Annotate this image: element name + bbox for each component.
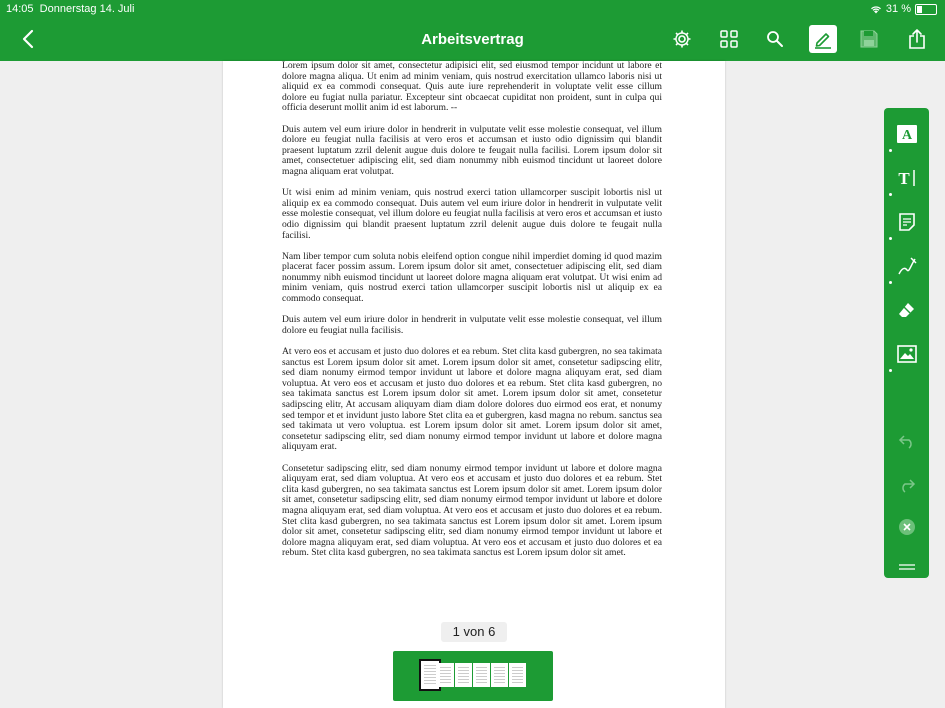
document-paragraph: Duis autem vel eum iriure dolor in hendrerit in vulputate velit esse molestie consequat, vel illum dolore eu feugiat nulla facilisis. <box>282 314 662 336</box>
settings-button[interactable] <box>670 27 694 51</box>
document-paragraph: Duis autem vel eum iriure dolor in hendrerit in vulputate velit esse molestie consequat, vel illum dolore eu feugiat nulla facilisis at vero eros et accumsan et iusto odio dignissim qui blandit praesent luptatum zzril delenit augue duis dolore te feugait nulla facilisi. Lorem ipsum dolor sit amet, consectetuer adipiscing elit, sed diam nonummy nibh euismod tincidunt ut laoreet dolore magna aliquam erat volutpat. <box>282 123 662 177</box>
thumbnail-preview <box>440 667 451 683</box>
status-indicators <box>870 3 937 15</box>
text-cursor-icon <box>896 168 918 188</box>
redo-button[interactable] <box>894 472 920 498</box>
save-button[interactable] <box>857 27 881 51</box>
thumbnail-preview <box>476 667 487 683</box>
page-thumbnail-strip[interactable] <box>393 651 553 701</box>
close-palette-button[interactable] <box>894 514 920 540</box>
page-thumbnail[interactable] <box>509 663 526 687</box>
pen-tool[interactable] <box>894 253 920 279</box>
chevron-left-icon <box>21 29 35 49</box>
status-time: 14:05 <box>6 3 34 15</box>
note-icon <box>897 212 917 232</box>
page-thumbnail[interactable] <box>473 663 490 687</box>
document-paragraph: Consetetur sadipscing elitr, sed diam nonumy eirmod tempor invidunt ut labore et dolore magna aliquyam erat, sed diam voluptua. At vero eos et accusam et justo duo dolores et ea rebum. Stet clita kasd gubergren, no sea takimata sanctus est Lorem ipsum dolor sit amet. Lorem ipsum dolor sit amet, consetetur sadipscing elitr, sed diam nonumy eirmod tempor invidunt ut labore et dolore magna aliquyam erat, sed diam voluptua. At vero eos et accusam et justo duo dolores et ea rebum. Stet clita kasd gubergren, no sea takimata sanctus est Lorem ipsum dolor sit amet. Lorem ipsum dolor sit amet, consetetur sadipscing elitr, sed diam nonumy eirmod tempor invidunt ut labore et dolore magna aliquyam erat, sed diam voluptua. At vero eos et accusam et justo duo dolores et ea rebum. Stet clita kasd gubergren, no sea takimata sanctus est Lorem ipsum dolor sit amet. <box>282 462 662 559</box>
annotate-pen-icon <box>813 29 833 49</box>
page-thumbnail[interactable] <box>437 663 454 687</box>
grid-icon <box>720 30 738 48</box>
undo-icon <box>898 433 916 449</box>
palette-drag-handle[interactable] <box>894 554 920 580</box>
annotate-button[interactable] <box>809 25 837 53</box>
page-indicator: 1 von 6 <box>441 622 507 642</box>
document-paragraph: Nam liber tempor cum soluta nobis eleifend option congue nihil imperdiet doming id quod mazim placerat facer possim assum. Lorem ipsum dolor sit amet, consectetuer adipiscing elit, sed diam nonummy nibh euismod tincidunt ut laoreet dolore magna aliquam erat volutpat. Ut wisi enim ad minim veniam, quis nostrud exerci tation ullamcorper suscipit lobortis nisl ut aliquip ex ea commodo consequat. <box>282 250 662 305</box>
document-text <box>282 61 662 570</box>
document-title: Arbeitsvertrag <box>421 31 524 48</box>
battery-icon <box>915 4 937 15</box>
pen-icon <box>896 255 918 277</box>
battery-text: 31 % <box>885 3 911 15</box>
thumbnail-preview <box>494 667 505 683</box>
tool-options-dot <box>889 369 892 372</box>
page-thumbnail[interactable] <box>491 663 508 687</box>
thumbnail-preview <box>424 665 436 685</box>
note-tool[interactable] <box>894 209 920 235</box>
battery-level <box>917 6 922 13</box>
svg-text:A: A <box>901 128 913 143</box>
annotation-palette <box>884 108 929 578</box>
close-icon <box>898 518 916 536</box>
document-paragraph: At vero eos et accusam et justo duo dolores et ea rebum. Stet clita kasd gubergren, no sea takimata sanctus est Lorem ipsum dolor sit amet. Lorem ipsum dolor sit amet, consetetur sadipscing elitr, sed diam nonumy eirmod tempor invidunt ut labore et dolore magna aliquyam erat, sed diam voluptua. At vero eos et accusam et justo duo dolores et ea rebum. Stet clita kasd gubergren, no sea takimata sanctus est Lorem ipsum dolor sit amet. Lorem ipsum dolor sit amet, consetetur sadipscing elitr, At accusam aliquyam diam diam dolore dolores duo eirmod eos erat, et nonumy sed tempor et et invidunt justo labore Stet clita ea et gubergren, kasd magna no rebum. sanctus sea sed takimata ut vero voluptua. est Lorem ipsum dolor sit amet. Lorem ipsum dolor sit amet, consetetur sadipscing elitr, sed diam nonumy eirmod tempor invidunt ut labore et dolore magna aliquyam erat. <box>282 346 662 453</box>
text-tool[interactable] <box>894 165 920 191</box>
redo-icon <box>898 477 916 493</box>
tool-options-dot <box>889 237 892 240</box>
status-date: Donnerstag 14. Juli <box>39 3 135 15</box>
share-button[interactable] <box>905 27 929 51</box>
grid-view-button[interactable] <box>717 27 741 51</box>
undo-button[interactable] <box>894 428 920 454</box>
document-paragraph: Ut wisi enim ad minim veniam, quis nostrud exerci tation ullamcorper suscipit lobortis nisl ut aliquip ex ea commodo consequat. Duis autem vel eum iriure dolor in hendrerit in vulputate velit esse molestie consequat, vel illum dolore eu feugiat nulla facilisis at vero eros et accumsan et iusto odio dignissim qui blandit praesent luptatum zzril delenit augue duis dolore te feugait nulla facilisi. <box>282 187 662 241</box>
drag-handle-icon <box>897 562 917 572</box>
status-time-date <box>6 3 134 15</box>
image-tool[interactable] <box>894 341 920 367</box>
search-button[interactable] <box>763 27 787 51</box>
tool-options-dot <box>889 149 892 152</box>
back-button[interactable] <box>16 27 40 51</box>
top-bar <box>0 0 945 61</box>
eraser-tool[interactable] <box>894 297 920 323</box>
eraser-icon <box>897 300 917 320</box>
svg-text:T: T <box>898 169 910 188</box>
tool-options-dot <box>889 281 892 284</box>
save-icon <box>859 29 879 49</box>
text-box-tool[interactable] <box>894 121 920 147</box>
document-page[interactable] <box>223 61 725 708</box>
search-icon <box>766 30 784 48</box>
document-paragraph: Lorem ipsum dolor sit amet, consectetur adipisici elit, sed eiusmod tempor incidunt ut labore et dolore magna aliqua. Ut enim ad minim veniam, quis nostrud exercitation ullamco laboris nisi ut aliquid ex ea commodi consequat. Quis aute iure reprehenderit in voluptate velit esse cillum dolore eu fugiat nulla pariatur. Excepteur sint obcaecat cupiditat non proident, sunt in culpa qui officia deserunt mollit anim id est laborum. -- <box>282 60 662 114</box>
wifi-icon <box>870 5 882 14</box>
image-icon <box>897 345 917 363</box>
tool-options-dot <box>889 193 892 196</box>
thumbnail-preview <box>512 667 523 683</box>
thumbnail-preview <box>458 667 469 683</box>
text-box-icon <box>896 124 918 144</box>
page-thumbnail[interactable] <box>455 663 472 687</box>
share-icon <box>907 28 927 50</box>
gear-icon <box>672 29 692 49</box>
